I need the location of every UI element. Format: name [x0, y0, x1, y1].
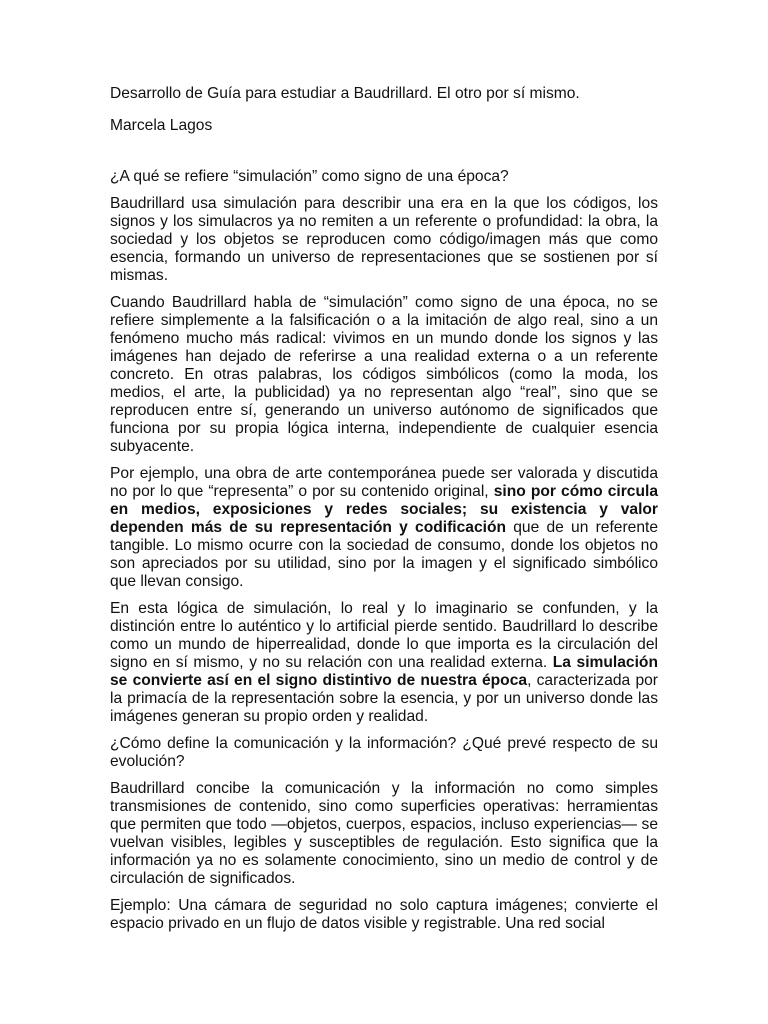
- paragraph-3: [110, 465, 658, 591]
- paragraph-4-text-c: , caracterizada por la primacía de la representación sobre la esencia, y por un universo donde las imágenes generan su propio orden y realidad.: [110, 672, 658, 725]
- paragraph-6: Ejemplo: Una cámara de seguridad no solo captura imágenes; convierte el espacio privado en un flujo de datos visible y registrable. Una red social: [110, 897, 658, 932]
- paragraph-1: Baudrillard usa simulación para describir una era en la que los códigos, los signos y los simulacros ya no remiten a un referente o profundidad: la obra, la sociedad y los objetos se reproducen como código/imagen más que como esencia, formando un universo de representaciones que se sostienen por sí mismas.: [110, 195, 658, 284]
- paragraph-3-bold: sino por cómo circula en medios, exposiciones y redes sociales; su existencia y valor dependen más de su representación y codificación: [110, 483, 658, 536]
- question-1: ¿A qué se refiere “simulación” como signo de una época?: [110, 168, 509, 185]
- paragraph-4: [110, 600, 658, 726]
- paragraph-3-text-a: Por ejemplo, una obra de arte contemporánea puede ser valorada y discutida no por lo que “representa” o por su contenido original,: [110, 465, 658, 500]
- document-title: Desarrollo de Guía para estudiar a Baudrillard. El otro por sí mismo.: [110, 85, 580, 102]
- paragraph-4-text-a: En esta lógica de simulación, lo real y lo imaginario se confunden, y la distinción entre lo auténtico y lo artificial pierde sentido. Baudrillard lo describe como un mundo de hiperrealidad, donde lo que importa es la circulación del signo en sí mismo, y no su relación con una realidad externa.: [110, 600, 658, 671]
- paragraph-3-text-c: que de un referente tangible. Lo mismo ocurre con la sociedad de consumo, donde los objetos no son apreciados por su utilidad, sino por la imagen y el significado simbólico que llevan consigo.: [110, 519, 659, 590]
- question-2: ¿Cómo define la comunicación y la información? ¿Qué prevé respecto de su evolución?: [110, 735, 658, 770]
- paragraph-2: Cuando Baudrillard habla de “simulación” como signo de una época, no se refiere simplemente a la falsificación o a la imitación de algo real, sino a un fenómeno mucho más radical: vivimos en un mundo donde los signos y las imágenes han dejado de referirse a una realidad externa o a un referente concreto. En otras palabras, los códigos simbólicos (como la moda, los medios, el arte, la publicidad) ya no representan algo “real”, sino que se reproducen entre sí, generando un universo autónomo de significados que funciona por su propia lógica interna, independiente de cualquier esencia subyacente.: [110, 294, 658, 455]
- author-name: Marcela Lagos: [110, 117, 213, 134]
- paragraph-4-bold: La simulación se convierte así en el signo distintivo de nuestra época: [110, 654, 658, 689]
- paragraph-5: Baudrillard concibe la comunicación y la información no como simples transmisiones de contenido, sino como superficies operativas: herramientas que permiten que todo —objetos, cuerpos, espacios, incluso experiencias— se vuelvan visibles, legibles y susceptibles de regulación. Esto significa que la información ya no es solamente conocimiento, sino un medio de control y de circulación de significados.: [110, 780, 658, 887]
